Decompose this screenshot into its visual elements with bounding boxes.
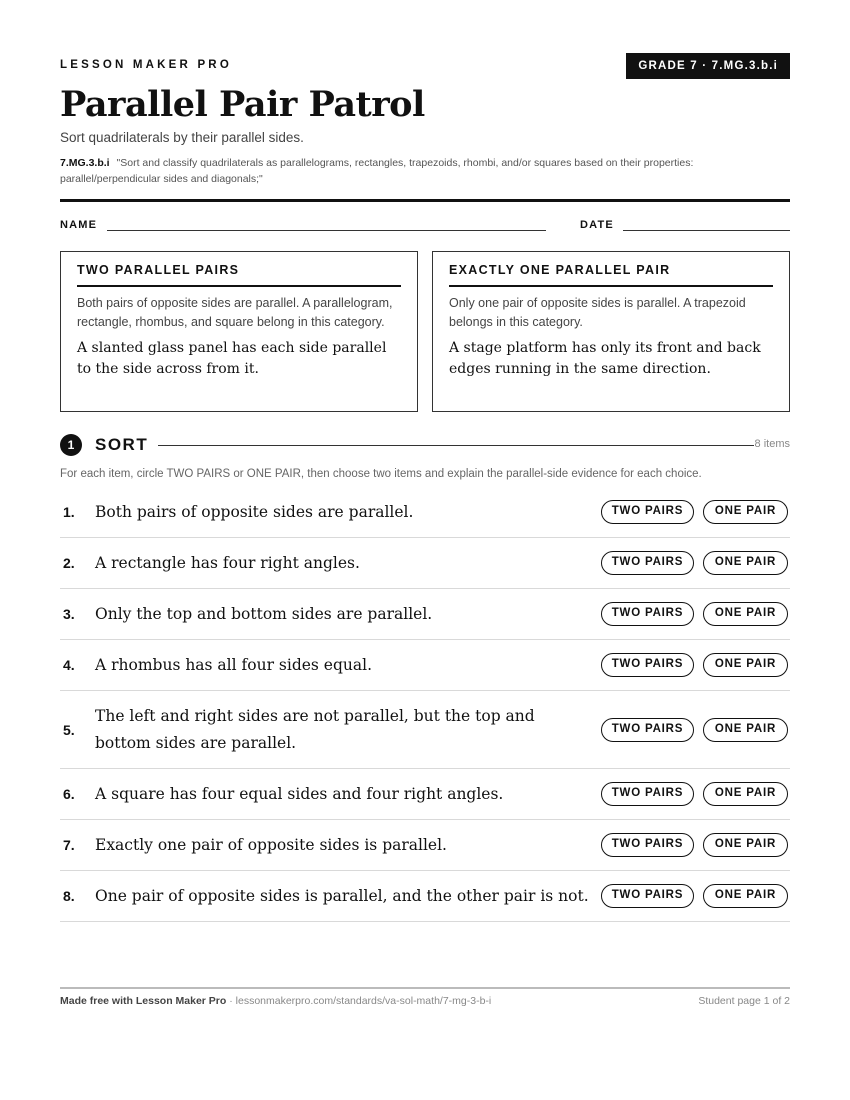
category-example: A slanted glass panel has each side parallel to the side across from it. bbox=[77, 340, 387, 377]
item-text: The left and right sides are not parallel, but the top and bottom sides are parallel. bbox=[95, 706, 535, 752]
section-header-sort bbox=[60, 434, 790, 456]
sort-item bbox=[60, 538, 790, 589]
sort-item bbox=[60, 820, 790, 871]
one-pair-choice[interactable]: ONE PAIR bbox=[703, 782, 788, 806]
two-pairs-choice[interactable]: TWO PAIRS bbox=[601, 551, 694, 575]
two-pairs-choice[interactable]: TWO PAIRS bbox=[601, 602, 694, 626]
name-date-row bbox=[60, 219, 790, 235]
one-pair-choice[interactable]: ONE PAIR bbox=[703, 653, 788, 677]
item-count: 8 items bbox=[754, 438, 790, 450]
item-text: A rectangle has four right angles. bbox=[95, 553, 360, 572]
standard-text: "Sort and classify quadrilaterals as parallelograms, rectangles, trapezoids, rhombi, and/or squares based on their properties: parallel/perpendicular sides and diagonals;" bbox=[60, 157, 694, 185]
item-number: 4. bbox=[63, 657, 75, 673]
footer-separator: · bbox=[226, 995, 236, 1007]
footer-credit: Made free with Lesson Maker Pro bbox=[60, 995, 227, 1007]
item-number: 6. bbox=[63, 786, 75, 802]
page-footer bbox=[60, 995, 790, 1007]
standard-description bbox=[60, 155, 790, 187]
one-pair-choice[interactable]: ONE PAIR bbox=[703, 884, 788, 908]
sort-item bbox=[60, 871, 790, 922]
choice-group bbox=[601, 551, 788, 575]
sort-item bbox=[60, 589, 790, 640]
category-heading: TWO PARALLEL PAIRS bbox=[77, 263, 401, 287]
page-number: Student page 1 of 2 bbox=[698, 995, 790, 1007]
two-pairs-choice[interactable]: TWO PAIRS bbox=[601, 884, 694, 908]
date-label: DATE bbox=[580, 219, 614, 231]
choice-group bbox=[601, 500, 788, 524]
item-number: 8. bbox=[63, 888, 75, 904]
category-card-one-pair bbox=[432, 251, 790, 412]
one-pair-choice[interactable]: ONE PAIR bbox=[703, 718, 788, 742]
category-example: A stage platform has only its front and back edges running in the same direction. bbox=[449, 340, 761, 377]
sort-item bbox=[60, 487, 790, 538]
choice-group bbox=[601, 602, 788, 626]
one-pair-choice[interactable]: ONE PAIR bbox=[703, 833, 788, 857]
item-number: 2. bbox=[63, 555, 75, 571]
two-pairs-choice[interactable]: TWO PAIRS bbox=[601, 782, 694, 806]
item-text: Exactly one pair of opposite sides is parallel. bbox=[95, 835, 447, 854]
item-number: 3. bbox=[63, 606, 75, 622]
sort-item bbox=[60, 640, 790, 691]
category-heading: EXACTLY ONE PARALLEL PAIR bbox=[449, 263, 773, 287]
item-number: 5. bbox=[63, 721, 75, 738]
choice-group bbox=[601, 833, 788, 857]
item-text: Only the top and bottom sides are parallel. bbox=[95, 604, 433, 623]
sort-item bbox=[60, 769, 790, 820]
page-subtitle: Sort quadrilaterals by their parallel sides. bbox=[60, 130, 304, 145]
item-number: 1. bbox=[63, 504, 75, 520]
grade-badge: GRADE 7 · 7.MG.3.b.i bbox=[626, 53, 790, 79]
one-pair-choice[interactable]: ONE PAIR bbox=[703, 551, 788, 575]
section-instructions: For each item, circle TWO PAIRS or ONE PAIR, then choose two items and explain the parallel-side evidence for each choice. bbox=[60, 468, 702, 480]
choice-group bbox=[601, 653, 788, 677]
brand-name: LESSON MAKER PRO bbox=[60, 59, 232, 71]
one-pair-choice[interactable]: ONE PAIR bbox=[703, 500, 788, 524]
page-title: Parallel Pair Patrol bbox=[60, 84, 425, 125]
footer-divider bbox=[60, 987, 790, 989]
item-text: A square has four equal sides and four right angles. bbox=[95, 784, 504, 803]
section-number-badge: 1 bbox=[60, 434, 82, 456]
name-field[interactable] bbox=[107, 230, 546, 231]
two-pairs-choice[interactable]: TWO PAIRS bbox=[601, 718, 694, 742]
item-text: A rhombus has all four sides equal. bbox=[95, 655, 372, 674]
choice-group bbox=[601, 884, 788, 908]
choice-group bbox=[601, 782, 788, 806]
two-pairs-choice[interactable]: TWO PAIRS bbox=[601, 833, 694, 857]
header-divider bbox=[60, 199, 790, 202]
one-pair-choice[interactable]: ONE PAIR bbox=[703, 602, 788, 626]
standard-code: 7.MG.3.b.i bbox=[60, 157, 110, 169]
two-pairs-choice[interactable]: TWO PAIRS bbox=[601, 500, 694, 524]
item-text: Both pairs of opposite sides are parallel. bbox=[95, 502, 414, 521]
choice-group bbox=[601, 718, 788, 742]
item-number: 7. bbox=[63, 837, 75, 853]
item-text: One pair of opposite sides is parallel, and the other pair is not. bbox=[95, 886, 589, 905]
sort-item-list bbox=[60, 487, 790, 922]
sort-item bbox=[60, 691, 790, 769]
section-title: SORT bbox=[95, 435, 149, 454]
two-pairs-choice[interactable]: TWO PAIRS bbox=[601, 653, 694, 677]
name-label: NAME bbox=[60, 219, 98, 231]
footer-url[interactable]: lessonmakerpro.com/standards/va-sol-math/7-mg-3-b-i bbox=[235, 995, 492, 1007]
category-description: Both pairs of opposite sides are parallel. A parallelogram, rectangle, rhombus, and square belong in this category. bbox=[77, 296, 393, 329]
section-rule bbox=[158, 445, 754, 446]
category-card-two-pairs bbox=[60, 251, 418, 412]
category-description: Only one pair of opposite sides is parallel. A trapezoid belongs in this category. bbox=[449, 296, 746, 329]
date-field[interactable] bbox=[623, 230, 790, 231]
